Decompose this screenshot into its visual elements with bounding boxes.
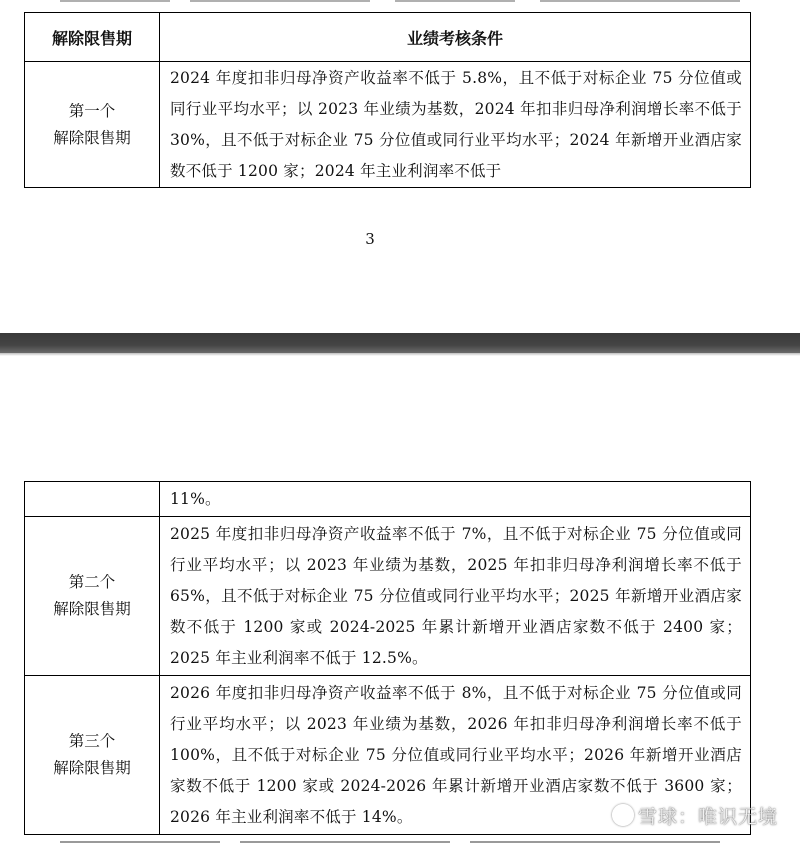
table-row — [25, 62, 751, 188]
period-cell — [25, 62, 160, 188]
period-ordinal: 第一个 — [68, 101, 116, 120]
header-period: 解除限售期 — [25, 13, 160, 62]
period-cell-empty — [25, 482, 160, 517]
period-cell — [25, 517, 160, 676]
condition-cell: 2024 年度扣非归母净资产收益率不低于 5.8%，且不低于对标企业 75 分位值或同行业平均水平；以 2023 年业绩为基数，2024 年扣非归母净利润增长率不低于 30%，且不低于对标企业 75 分位值或同行业平均水平；2024 年新增开业酒店家数不低于 1200 家；2024 年主业利润率不低于 — [160, 62, 751, 188]
period-label: 解除限售期 — [53, 759, 131, 777]
performance-table-bottom — [24, 481, 751, 835]
table-row — [25, 517, 751, 676]
condition-cell: 2025 年度扣非归母净资产收益率不低于 7%，且不低于对标企业 75 分位值或同行业平均水平；以 2023 年业绩为基数，2025 年扣非归母净利润增长率不低于 65%，且不低于对标企业 75 分位值或同行业平均水平；2025 年新增开业酒店家数不低于 1200 家或 2024-2025 年累计新增开业酒店家数不低于 2400 家；2025 年主业利润率不低于 12.5%。 — [160, 517, 751, 676]
period-cell — [25, 676, 160, 835]
table-header-row — [25, 13, 751, 62]
condition-cell: 11%。 — [160, 482, 751, 517]
snowball-logo-icon — [612, 804, 634, 826]
next-text-remnant — [0, 838, 800, 844]
page-break-shadow — [0, 353, 800, 356]
previous-text-remnant — [0, 0, 800, 4]
period-ordinal: 第三个 — [68, 732, 116, 750]
period-ordinal: 第二个 — [68, 573, 116, 591]
watermark — [612, 802, 778, 829]
header-condition: 业绩考核条件 — [160, 13, 751, 62]
condition-cell: 2026 年度扣非归母净资产收益率不低于 8%，且不低于对标企业 75 分位值或同行业平均水平；以 2023 年业绩为基数，2026 年扣非归母净利润增长率不低于 100%，且不低于对标企业 75 分位值或同行业平均水平；2026 年新增开业酒店家数不低于 1200 家或 2024-2026 年累计新增开业酒店家数不低于 3600 家；2026 年主业利润率不低于 14%。 — [160, 676, 751, 835]
period-label: 解除限售期 — [53, 128, 131, 147]
watermark-text: 雪球：唯识无境 — [637, 806, 778, 828]
period-label: 解除限售期 — [53, 600, 131, 618]
page-break-divider — [0, 333, 800, 353]
performance-table-top — [24, 12, 751, 188]
page-number: 3 — [365, 230, 375, 248]
table-row — [25, 482, 751, 517]
